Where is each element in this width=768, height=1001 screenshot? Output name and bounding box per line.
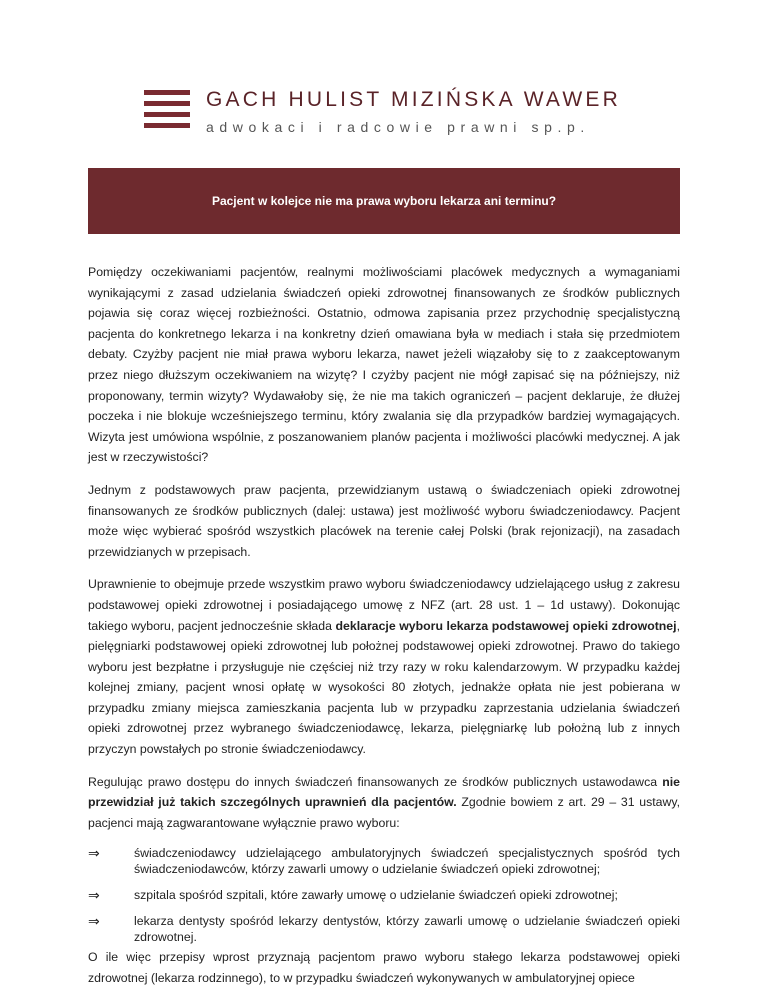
list-item xyxy=(88,887,680,903)
paragraph-conclusion: O ile więc przepisy wprost przyznają pacjentom prawo wyboru stałego lekarza podstawowej opieki zdrowotnej (lekarza rodzinnego), to w przypadku świadczeń wykonywanych w ambulatoryjnej opiece xyxy=(88,950,680,986)
paragraph-text: , pielęgniarki podstawowej opieki zdrowotnej lub położnej podstawowej opieki zdrowotnej. Prawo do takiego wyboru jest bezpłatne i przysługuje nie częściej niż trzy razy w roku kalendarzowym. W przypadku każdej kolejnej zmiany, pacjent wnosi opłatę w wysokości 80 złotych, jednakże opłata nie jest pobierana w przypadku zmiany miejsca zamieszkania pacjenta lub w przypadku zaprzestania udzielania świadczeń opieki zdrowotnej przez wybranego świadczeniodawcę, lekarza, pielęgniarkę lub położną lub z innych przyczyn powstałych po stronie świadczeniodawcy. xyxy=(88,618,680,757)
paragraph-text: Zgodnie bowiem z art. 29 – 31 ustawy, pacjenci mają zagwarantowane wyłącznie prawo wyboru: xyxy=(88,795,681,830)
logo-bars-icon xyxy=(144,90,190,134)
list-item-text: lekarza dentysty spośród lekarzy dentystów, którzy zawarli umowę o udzielanie świadczeń opieki zdrowotnej. xyxy=(134,914,680,945)
list-item-text: szpitala spośród szpitali, które zawarły umowę o udzielanie świadczeń opieki zdrowotnej; xyxy=(134,888,618,903)
paragraph-rights: Jednym z podstawowych praw pacjenta, przewidzianym ustawą o świadczeniach opieki zdrowotnej finansowanych ze środków publicznych (dalej: ustawa) jest możliwość wyboru świadczeniodawcy. Pacjent może więc wybierać spośród wszystkich placówek na terenie całej Polski (brak rejonizacji), na zasadach przewidzianych w przepisach. xyxy=(88,482,680,559)
arrow-icon: ⇒ xyxy=(88,913,100,930)
arrow-icon: ⇒ xyxy=(88,887,100,904)
firm-logo xyxy=(144,89,621,135)
paragraph-intro: Pomiędzy oczekiwaniami pacjentów, realnymi możliwościami placówek medycznych a wymaganiami wynikającymi z zasad udzielania świadczeń opieki zdrowotnej finansowanych ze środków publicznych pojawia się coraz więcej rozbieżności. Ostatnio, odmowa zapisania przez przychodnię specjalistyczną pacjenta do konkretnego lekarza i na konkretny dzień omawiana była w mediach i stała się przedmiotem debaty. Czyżby pacjent nie miał prawa wyboru lekarza, nawet jeżeli wiązałoby się to z zaakceptowanym przez niego dłuższym oczekiwaniem na wizytę? I czyżby pacjent nie mógł zapisać się na późniejszy, niż proponowany, termin wizyty? Wydawałoby się, że nie ma takich ograniczeń – pacjent deklaruje, że dłużej poczeka i nie blokuje wcześniejszego terminu, który zwalania się dla przypadków bardziej wymagających. Wizyta jest umówiona wspólnie, z poszanowaniem planów pacjenta i możliwości placówki medycznej. A jak jest w rzeczywistości? xyxy=(88,265,680,465)
paragraph-choice xyxy=(88,574,680,759)
list-item-text: świadczeniodawcy udzielającego ambulatoryjnych świadczeń specjalistycznych spośród tych świadczeniodawców, którzy zawarli umowy o udzielanie świadczeń opieki zdrowotnej; xyxy=(134,846,680,877)
paragraph-text: Uprawnienie to obejmuje przede wszystkim prawo wyboru świadczeniodawcy udzielającego usług z zakresu podstawowej opieki zdrowotnej i posiadającego umowę z NFZ (art. 28 ust. 1 – 1d ustawy). Dokonując takiego wyboru, pacjent jednocześnie składa xyxy=(88,577,680,633)
bold-phrase: deklaracje wyboru lekarza podstawowej opieki zdrowotnej xyxy=(335,618,677,633)
firm-subtitle: adwokaci i radcowie prawni sp.p. xyxy=(206,119,590,135)
choice-list xyxy=(88,845,680,945)
arrow-icon: ⇒ xyxy=(88,845,100,862)
bold-phrase: nie przewidział już takich szczególnych uprawnień dla pacjentów. xyxy=(88,774,680,810)
list-item xyxy=(88,845,680,877)
title-banner xyxy=(88,168,680,234)
paragraph-regulation xyxy=(88,772,680,834)
firm-name: GACH HULIST MIZIŃSKA WAWER xyxy=(206,88,621,111)
logo-text xyxy=(206,89,621,135)
article-body xyxy=(88,262,680,1001)
article-title: Pacjent w kolejce nie ma prawa wyboru lekarza ani terminu? xyxy=(211,194,557,208)
paragraph-text: Regulując prawo dostępu do innych świadczeń finansowanych ze środków publicznych ustawodawca xyxy=(88,774,663,789)
list-item xyxy=(88,913,680,945)
